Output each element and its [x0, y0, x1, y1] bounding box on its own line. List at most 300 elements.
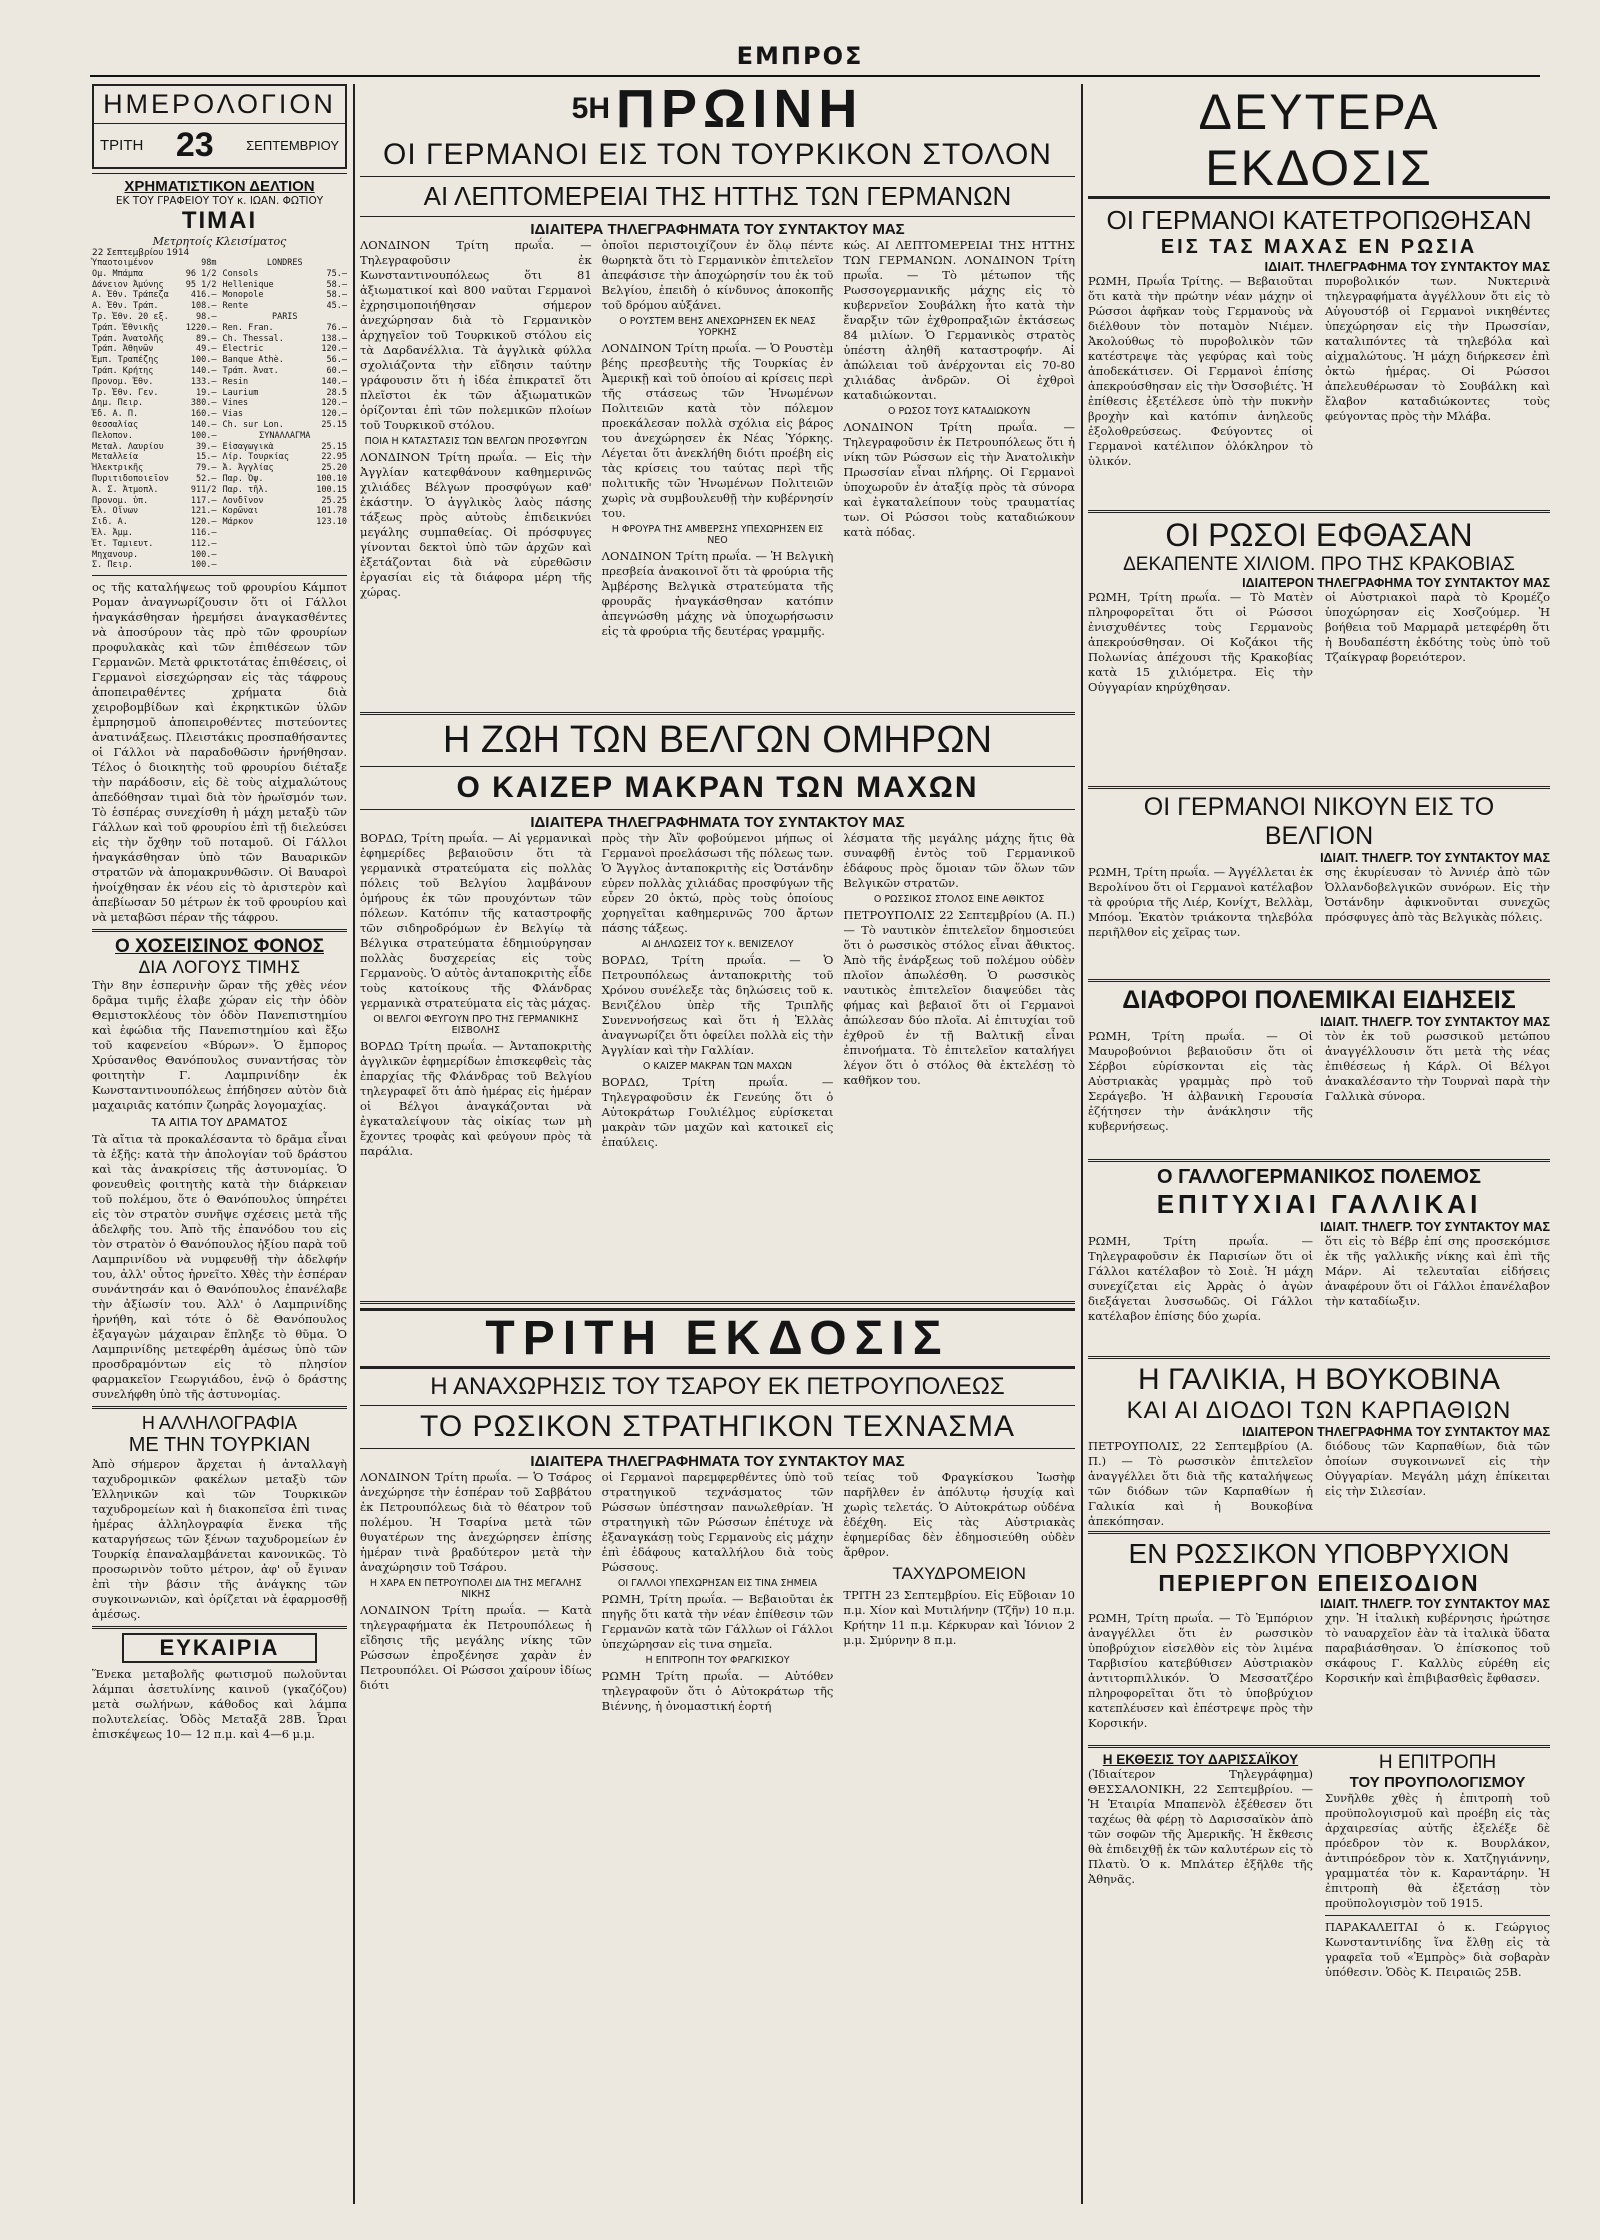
price-row [223, 474, 348, 485]
price-value: 120.— [321, 409, 347, 420]
price-value: 49.— [196, 344, 217, 355]
article-subheading: ΟΙ ΒΕΛΓΟΙ ΦΕΥΓΟΥΝ ΠΡΟ ΤΗΣ ΓΕΡΜΑΝΙΚΗΣ ΕΙΣΒΟΛΗΣ [373, 1014, 579, 1036]
headline-submarine: ΕΝ ΡΩΣΣΙΚΟΝ ΥΠΟΒΡΥΧΙΟΝ [1128, 1538, 1510, 1569]
price-row [223, 269, 348, 280]
price-name: Ἑτ. Ταμιευτ. [92, 538, 154, 549]
price-name: Μηχανουρ. [92, 549, 139, 560]
crime-section-heading: ΤΑ ΑΙΤΙΑ ΤΟΥ ΔΡΑΜΑΤΟΣ [151, 1116, 288, 1130]
price-name: Ἀ. Σ. Ἀτμοπλ. [92, 484, 159, 495]
price-name: Vias [222, 409, 243, 420]
article-text: ΒΟΡΔΩ, Τρίτη πρωΐα. — Αἱ γερμανικαὶ ἐφημερίδες βεβαιοῦσιν ὅτι τὰ γερμανικὰ στρατεύματα εἰς πολλὰς πόλεις τοῦ Βελγίου λαμβάνουν ὁμήρους ἐκ τῶν προυχόντων τῶν πόλεων. Κατόπιν τῆς καταστροφῆς τῶν σιδηροδρόμων ἐν Βελγίῳ τὰ Βέλγικα στρατεύματα ἐδημιούργησαν πολλὰς δυσχερείας εἰς τοὺς Γερμανοὺς. Ὁ αὐτὸς ἀνταποκριτὴς εἶδε τοὺς κατοίκους τῆς Φλάνδρας γερμανικὰ στρατεύματα εἰς τὰς μάχας. [360, 831, 592, 1010]
price-row [92, 496, 217, 507]
divider [92, 929, 347, 932]
article-subheading: Η ΧΑΡΑ ΕΝ ΠΕΤΡΟΥΠΟΛΕΙ ΔΙΑ ΤΗΣ ΜΕΓΑΛΗΣ ΝΙΚΗΣ [369, 1578, 582, 1600]
price-row [92, 366, 217, 377]
calendar-month: ΣΕΠΤΕΜΒΡΙΟΥ [246, 138, 339, 153]
exchange-title: ΧΡΗΜΑΤΙΣΤΙΚΟΝ ΔΕΛΤΙΟΝ [124, 178, 315, 195]
price-name: Λονδῖνον [222, 495, 264, 506]
article-block-1 [360, 238, 1075, 708]
headline-carpathians: ΚΑΙ ΑΙ ΔΙΟΔΟΙ ΤΩΝ ΚΑΡΠΑΘΙΩΝ [1126, 1397, 1512, 1424]
price-value: 98.— [196, 311, 217, 322]
price-name: Πυριτιδοποιεῖον [92, 473, 169, 484]
article-text: ΠΕΤΡΟΥΠΟΛΙΣ 22 Σεπτεμβρίου (Α. Π.) — Τὸ ναυτικὸν ἐπιτελεῖον δημοσιεύει ὅτι ὁ ρωσσικὸς στόλος εἶναι ἄθικτος. Ἀπὸ τῆς ἐνάρξεως τοῦ πολέμου οὐδὲν πλοῖον ἀπωλέσθη. Ὁ ρωσσικὸς ναυτικὸς ἐπιτελεῖον διαψεύδει τὰς φήμας καὶ βεβαιοῖ ὅτι οἱ Γερμανοὶ ἀπώλεσαν δύο πλοῖα. Αἱ ἐπιτυχίαι τοῦ ἐχθροῦ ἐν τῇ Βαλτικῇ εἶναι ἐπινοήματα. Τὸ ἐπιτελεῖον καταλήγει λέγον ὅτι ὁ στόλος θὰ ἐκτελέσῃ τὸ καθῆκον του. [843, 908, 1076, 1087]
price-row [92, 485, 217, 496]
calendar-title: ΗΜΕΡΟΛΟΓΙΟΝ [94, 86, 345, 124]
exchange-heading: ΣΥΝΑΛΛΑΓΜΑ [259, 430, 311, 441]
article-text: ΒΟΡΔΩ, Τρίτη πρωΐα. — Ὁ Πετρουπόλεως ἀνταποκριτὴς τοῦ Χρόνου συνέλεξε τὰς δηλώσεις τοῦ κ. Βενιζέλου ὑπὲρ τῆς Τριπλῆς Συνεννοήσεως καὶ ὅτι ἡ Ἑλλὰς ἀναγνωρίζει ὅτι ὀφείλει πολλὰ εἰς τὴν Ἀγγλίαν καὶ τὴν Γαλλίαν. [601, 953, 834, 1057]
article-text: ὅτι εἰς τὸ Βέβρ ἐπί σης προσεκόμισε ἐκ τῆς γαλλικῆς νίκης καὶ ἐπὶ τῆς Μάρν. Αἱ τελευταῖαι εἰδήσεις ἀναφέρουν ὅτι οἱ Γάλλοι ἐπανέλαβον τὴν καταδίωξιν. [1325, 1234, 1550, 1308]
article-subheading: Η ΦΡΟΥΡΑ ΤΗΣ ΑΜΒΕΡΣΗΣ ΥΠΕΧΩΡΗΣΕΝ ΕΙΣ ΝΕΟ [611, 524, 824, 546]
price-name: Μεταλλεία [92, 452, 139, 463]
price-value: 120.— [321, 344, 347, 355]
headline-german-defeat: ΑΙ ΛΕΠΤΟΜΕΡΕΙΑΙ ΤΗΣ ΗΤΤΗΣ ΤΩΝ ΓΕΡΜΑΝΩΝ [423, 181, 1012, 211]
divider [360, 809, 1075, 810]
article-text: ΡΩΜΗ, Τρίτη πρωΐα. — Βεβαιοῦται ἐκ πηγῆς ὅτι κατὰ τὴν νέαν ἐπίθεσιν τῶν Γερμανῶν κατὰ τῶν Γάλλων οἱ Γάλλοι ὑπεχώρησαν εἰς τινα σημεῖα. [601, 1592, 834, 1651]
price-value: 25.15 [321, 441, 347, 452]
article-text: ΛΟΝΔΙΝΟΝ Τρίτη πρωΐα. — Εἰς τὴν Ἀγγλίαν κατεφθάνουν καθημερινῶς χιλιάδες Βέλγων προσφύγων καθ' ἑκάστην. Ὁ ἀγγλικὸς λαὸς πάσης τάξεως πρὸς αὐτοὺς ἐπιδεικνύει μεγάλης συμπαθείας. Οἱ πρόσφυγες γίνονται δεκτοὶ ὑπὸ τῶν ἀρχῶν καὶ ἐξετάζονται διὰ νὰ εὑρεθῶσιν ἐργασίαι εἰς τὰ διάφορα μέρη τῆς χώρας. [360, 450, 592, 599]
price-name: Resin [222, 376, 249, 387]
price-value: 98m [201, 258, 217, 268]
price-row [223, 344, 348, 355]
divider [1088, 979, 1550, 982]
price-name: Ὑπαοτοιμένον [92, 258, 154, 268]
price-value: 96 1/2 [185, 268, 217, 279]
price-row [92, 409, 217, 420]
price-value: 101.78 [316, 506, 347, 517]
calendar-day: ΤΡΙΤΗ [100, 137, 144, 154]
prices-subtitle: Μετρητοίς Κλεισίματος [152, 235, 287, 248]
paris-heading: PARIS [271, 311, 298, 322]
price-name: Laurium [222, 387, 259, 398]
price-list-athens [92, 258, 217, 571]
price-name: Τράπ. Ἐθνικῆς [92, 322, 159, 333]
price-value: 121.— [190, 506, 217, 517]
article-text: τὸν ἐκ τοῦ ρωσσικοῦ μετώπου ἀναγγέλλουσιν ὅτι μετὰ τὴς νέας ἐπιθέσεως ἡ Κάρλ. Οἱ Βέλγοι ἀνακαλέσαντο τὴν Τουρναὶ παρὰ τὴν Γαλλικὰ σύνορα. [1325, 1029, 1550, 1103]
headline-tsar-departure: Η ΑΝΑΧΩΡΗΣΙΣ ΤΟΥ ΤΣΑΡΟΥ ΕΚ ΠΕΤΡΟΥΠΟΛΕΩΣ [430, 1373, 1005, 1400]
letters-text: Ἀπὸ σήμερον ἄρχεται ἡ ἀνταλλαγὴ ταχυδρομικῶν φακέλων μεταξὺ τῶν Ἑλληνικῶν καὶ τῶν Τουρκικῶν ταχυδρομείων καὶ ἡ διακοπεῖσα ἐπὶ τινας ἡμέρας ἀλληλογραφία ἕνεκα τῆς καταργήσεως τῶν ξένων ταχυδρομείων ἐν Τουρκίᾳ ἐπαναλαμβάνεται κανονικῶς. Τὸ προσωρινὸν τοῦτο μέτρον, ἀφ' οὗ ἔγιναν ἐπὶ τὴν βάσιν τῆς ἀνάγκης τῶν συγκοινωνιῶν, καὶ ὁρίζεται νὰ ἐφαρμοσθῇ ἀμέσως. [92, 1457, 347, 1622]
headline-curious-incident: ΠΕΡΙΕΡΓΟΝ ΕΠΕΙΣΟΔΙΟΝ [1158, 1570, 1480, 1596]
article-block-r7 [1088, 1611, 1550, 1741]
telegram-label: ΙΔΙΑΙΤΕΡΟΝ ΤΗΛΕΓΡΑΦΗΜΑ ΤΟΥ ΣΥΝΤΑΚΤΟΥ ΜΑΣ [1242, 576, 1550, 590]
price-value: 100.— [190, 560, 217, 571]
price-row [92, 280, 217, 291]
price-value: 911/2 [190, 484, 217, 495]
headline-belgium-win: ΟΙ ΓΕΡΜΑΝΟΙ ΝΙΚΟΥΝ ΕΙΣ ΤΟ ΒΕΛΓΙΟΝ [1143, 793, 1495, 850]
price-name: Monopole [222, 290, 264, 301]
price-row [223, 442, 348, 453]
price-row [92, 301, 217, 312]
price-value: 15.— [196, 452, 217, 463]
price-value: 116.— [190, 527, 217, 538]
notice-text: ΠΑΡΑΚΑΛΕΙΤΑΙ ὁ κ. Γεώργιος Κωνσταντινίδης ἵνα ἔλθῃ εἰς τὰ γραφεῖα τοῦ «Ἐμπρὸς» διὰ σοβαρὰν ὑπόθεσιν. Ὁδὸς Κ. Πειραιῶς 25Β. [1325, 1920, 1550, 1979]
price-row [223, 485, 348, 496]
article-text: οἱ Γερμανοὶ παρεμφερθέντες ὑπὸ τοῦ στρατηγικοῦ τεχνάσματος τῶν Ρώσσων ὑπέστησαν πανωλεθρίαν. Ἡ στρατηγικὴ τῶν Ρώσσων ἐπέτυχε νὰ ἐξαναγκάσῃ τοὺς Γερμανοὺς εἰς μάχην ἐπὶ ἐδάφους καταλλήλου διὰ τοὺς Ρώσσους. [601, 1470, 834, 1574]
price-value: 138.— [321, 333, 347, 344]
article-text: ΒΟΡΔΩ, Τρίτη πρωΐα. — Τηλεγραφοῦσιν ἐκ Γενεύης ὅτι ὁ Αὐτοκράτωρ Γουλιέλμος εὑρίσκεται μακρὰν τῶν μαχῶν καὶ κατοικεῖ εἰς ἐπαύλεις. [601, 1075, 834, 1149]
price-value: 52.— [196, 473, 217, 484]
article-block-r8 [1088, 1752, 1550, 1979]
price-name: Hellenique [222, 279, 274, 290]
headline-russians-arrived: ΟΙ ΡΩΣΟΙ ΕΦΘΑΣΑΝ [1165, 517, 1473, 553]
committee-headline: Η ΕΠΙΤΡΟΠΗ [1378, 1752, 1497, 1773]
telegram-label: ΙΔΙΑΙΤ. ΤΗΛΕΓΡ. ΤΟΥ ΣΥΝΤΑΚΤΟΥ ΜΑΣ [1320, 1597, 1550, 1611]
headline-belgian-hostages: Η ΖΩΗ ΤΩΝ ΒΕΛΓΩΝ ΟΜΗΡΩΝ [442, 719, 993, 761]
price-value: 123.10 [316, 517, 347, 528]
edition-banner [360, 79, 1075, 139]
article-block-r1 [1088, 274, 1550, 506]
price-row [223, 506, 348, 517]
price-name: Τράπ. Ἀθηνῶν [92, 344, 154, 355]
price-name: Παρ. Ὀψ. [222, 473, 264, 484]
price-row [223, 409, 348, 420]
divider [1088, 1531, 1550, 1534]
price-name: Electric [222, 344, 264, 355]
price-row [223, 290, 348, 301]
article-block-r3 [1088, 865, 1550, 975]
price-row [92, 388, 217, 399]
article-text: ΡΩΜΗ, Τρίτη πρωΐα. — Τὸ Ἐμπόριον ἀναγγέλλει ὅτι ἐν ρωσσικὸν ὑποβρύχιον εἰσελθὸν εἰς τὸν λιμένα Ταρβισίου κατεβύθισεν Αὐστριακὸν ἀντιτορπιλλικόν. Ὁ Μεσσατζέρο πληροφορεῖται ὅτι τὸ ὑποβρύχιον κατεπλέυσεν καὶ ἐπέστρεψε πρὸς τὴν Κορσικήν. [1088, 1611, 1313, 1730]
price-value: 25.15 [321, 419, 347, 430]
price-row [92, 474, 217, 485]
price-value: 95 1/2 [185, 279, 217, 290]
column-divider [1081, 84, 1083, 2204]
headline-galicia: Η ΓΑΛΙΚΙΑ, Η ΒΟΥΚΟΒΙΝΑ [1137, 1363, 1500, 1396]
price-value: 45.— [326, 301, 347, 312]
price-row [223, 517, 348, 528]
article-text: πρὸς τὴν Ἀἲν φοβούμενοι μήπως οἱ Γερμανοὶ προελάσωσι τῆς πόλεως των. Ὁ Ἄγγλος ἀνταποκριτὴς εἰς Ὀστάνδην εὑρεν πολλὰς χιλιάδας προσφύγων τῆς εὗρεν 20 ὀκτώ, πρὸς τοὺς ὁποίους χορηγεῖται καθημερινῶς 700 ἄρτων πάσης τάξεως. [601, 831, 834, 935]
crime-text-2: Τὰ αἴτια τὰ προκαλέσαντα τὸ δρᾶμα εἶναι τὰ ἑξῆς: κατὰ τὴν ἀπολογίαν τοῦ δράστου καὶ τὰς ἀνακρίσεις τῆς ἀστυνομίας. Ὁ φονευθεὶς φοιτητὴς κατὰ τὴν διάρκειαν τοῦ πολέμου, ὅτε ὁ Θανόπουλος ὑπηρέτει εἰς τὸν στρατὸν συνῆψε σχέσεις μετὰ τῆς ἀδελφῆς του. Ἀπὸ τῆς ἐπανόδου του εἰς τὸν στρατὸν ὁ Θανόπουλος ἠξίου παρὰ τοῦ Λαμπρινίδου νὰ νυμφευθῇ τὴν ἀδελφήν του, ἀλλ' οὗτος ἠρνεῖτο. Χθὲς τὴν ἑσπέραν συνάντησάν και ὁ Θανόπουλος ἐπανέλαβε τὴν ἀξίωσίν του. Ἀλλ' ὁ Λαμπρινίδης ἠρνήθη, καὶ τότε ὁ δὲ Θανόπουλος ἐξαγαγὼν μάχαιραν ἔπληξε τὸ θῦμα. Ὁ Λαμπρινίδης μετεφέρθη ἀμέσως ὑπὸ τῶν προσδραμόντων εἰς τὸ πλησίον φαρμακεῖον Γεωργιάδου, ἐνῷ ὁ δράστης συνελήφθη ὑπὸ τῆς ἀστυνομίας. [92, 1132, 347, 1402]
article-text: ΡΩΜΗ, Τρίτη πρωΐα. — Ἀγγέλλεται ἐκ Βερολίνου ὅτι οἱ Γερμανοὶ κατέλαβον τὰ φρούρια τῆς Λιέρ, Κονίχτ, Βελλὰμ, Μπόομ. Ἑκατὸν τριάκοντα τηλεβόλα περιῆλθον εἰς χεῖρας των. [1088, 865, 1313, 939]
telegram-label: ΙΔΙΑΙΤ. ΤΗΛΕΓΡ. ΤΟΥ ΣΥΝΤΑΚΤΟΥ ΜΑΣ [1320, 851, 1550, 865]
edition-number: 5Η [571, 92, 611, 125]
price-row [92, 463, 217, 474]
price-value: 58.— [326, 290, 347, 301]
price-row [223, 452, 348, 463]
price-row [223, 398, 348, 409]
exhibition-headline: Η ΕΚΘΕΣΙΣ ΤΟΥ ΔΑΡΙΣΣΑΪΚΟΥ [1102, 1752, 1299, 1767]
headline-franco-german-war: Ο ΓΑΛΛΟΓΕΡΜΑΝΙΚΟΣ ΠΟΛΕΜΟΣ [1157, 1166, 1481, 1188]
article-block-r5 [1088, 1234, 1550, 1352]
price-row [92, 550, 217, 561]
headline-french-successes: ΕΠΙΤΥΧΙΑΙ ΓΑΛΛΙΚΑΙ [1156, 1189, 1482, 1219]
article-subheading: Η ΕΠΙΤΡΟΠΗ ΤΟΥ ΦΡΑΓΚΙΣΚΟΥ [645, 1655, 790, 1666]
price-value: 28.5 [326, 387, 347, 398]
price-row [92, 334, 217, 345]
article-text: ΡΩΜΗ, Πρωΐα Τρίτης. — Βεβαιοῦται ὅτι κατὰ τὴν πρώτην νέαν μάχην οἱ Ρώσσοι ἀφῆκαν τοὺς Γερμανοὺς νὰ διέλθουν τὸν ποταμὸν Νιέμεν. Ἀκολούθως τὸ πυροβολικὸν τῶν κατέστρεψε τὰς γεφύρας καὶ τοὺς ἀποδεκάτισεν. Οἱ Γερμανοὶ ἐπίσης ἀπεκρούσθησαν εἰς τὴν Ὀσσοβιέτς. Ἡ ἐπίθεσις ἐξετέλεσε ὑπὸ τὴν πυκνὴν βροχὴν καὶ κατόπιν ἀνηλεοῦς ἐξολοθρεύσεως. Φεύγοντες οἱ Γερμανοὶ κατέλιπον ὁλόκληρον τὸ ὑλικόν. [1088, 274, 1313, 468]
price-value: 100.10 [316, 473, 347, 484]
telegram-label: ΙΔΙΑΙΤΕΡΑ ΤΗΛΕΓΡΑΦΗΜΑΤΑ ΤΟΥ ΣΥΝΤΑΚΤΟΥ ΜΑΣ [530, 814, 905, 831]
prices-date: 22 Σεπτεμβρίου 1914 [92, 248, 190, 258]
article-text: τείας τοῦ Φραγκίσκου Ἰωσὴφ παρῆλθεν ἐν ἀπόλυτῳ ἡσυχίᾳ καὶ χωρὶς τελετάς. Ὁ Αὐτοκράτωρ οὐδένα ἐδέχθη. Εἰς τὰς Αὐστριακὰς ἐφημερίδας δὲν ἐδημοσιεύθη οὐδὲν ἄρθρον. [843, 1470, 1076, 1559]
divider [1088, 1159, 1550, 1162]
price-row [223, 463, 348, 474]
price-value: 76.— [326, 322, 347, 333]
price-value: 120.— [321, 398, 347, 409]
ad-headline: ΕΥΚΑΙΡΙΑ [122, 1633, 317, 1663]
price-value: 100.— [190, 430, 217, 441]
price-value: 100.15 [316, 484, 347, 495]
article-text: ΒΟΡΔΩ Τρίτη πρωΐα. — Ἀνταποκριτὴς ἀγγλικῶν ἐφημερίδων ἐπισκεφθεὶς τὰς ἐπαρχίας τῆς Φλάνδρας τοῦ Βελγίου τηλεγραφεῖ ὅτι ἀπὸ ἡμέρας εἰς ἡμέραν οἱ Βέλγοι ἀναγκάζονται νὰ ἐγκαταλείψουν τὰς οἰκίας των μὴ ἔχοντες τροφὰς καὶ φεύγουν πρὸς τὰ παράλια. [360, 1039, 592, 1158]
article-text: ΡΩΜΗ, Τρίτη πρωΐα. — Τηλεγραφοῦσιν ἐκ Παρισίων ὅτι οἱ Γάλλοι κατέλαβον τὸ Σοιὲ. Ἡ μάχη συνεχίζεται εἰς Ἀρρὰς ὁ ἀγὼν διεξάγεται λυσσωδῶς. Οἱ Γάλλοι κατέλαβον ἐπίσης δύο χωρία. [1088, 1234, 1313, 1323]
price-name: Σιδ. Α. [92, 517, 128, 528]
price-row [92, 290, 217, 301]
article-text: Συνῆλθε χθὲς ἡ ἐπιτροπὴ τοῦ προϋπολογισμοῦ καὶ προέβη εἰς τὰς ἀρχαιρεσίας αὐτῆς ἐξελέξε δὲ πρόεδρον τὸν κ. Βουρλάκον, ἀντιπρόεδρον τὸν κ. Χατζηγιάννην, γραμματέα τὸν κ. Καραντάρην. Ἡ ἐπιτροπὴ θὰ ἐξετάσῃ τὸν προϋπολογισμὸν τοῦ 1915. [1325, 1791, 1550, 1910]
divider [1088, 1356, 1550, 1359]
price-row [92, 452, 217, 463]
letters-headline: Η ΑΛΛΗΛΟΓΡΑΦΙΑ [141, 1413, 298, 1434]
article-block-r2 [1088, 590, 1550, 782]
price-name: Ch. sur Lon. [222, 419, 284, 430]
third-edition-banner: ΤΡΙΤΗ ΕΚΔΟΣΙΣ [360, 1308, 1075, 1369]
article-text: ΛΟΝΔΙΝΟΝ Τρίτη πρωΐα. — Ὁ Τσάρος ἀνεχώρησε τὴν ἑσπέραν τοῦ Σαββάτου ἐκ Πετρουπόλεως διὰ τὸ θέατρον τοῦ πολέμου. Ἡ Τσαρίνα μετὰ τῶν θυγατέρων της ἀνεχώρησεν ἐπίσης ἡμέραν τινὰ βραδύτερον μετὰ τὴν ἀναχώρησιν τοῦ Τσάρου. [360, 1470, 592, 1574]
masthead-rule [90, 75, 1540, 77]
divider [360, 1405, 1075, 1406]
price-row [223, 377, 348, 388]
article-text: (Ἰδιαίτερον Τηλεγράφημα) ΘΕΣΣΑΛΟΝΙΚΗ, 22 Σεπτεμβρίου. — Ἡ Ἑταιρία Μπαπενὸλ ἐξέθεσεν ὅτι ταχέως θὰ φέρῃ τὸ Δαρισσαϊκὸν ἀπὸ τῶν σοφῶν τῆς Ἀμερικῆς. Ἡ ἔκθεσις θὰ ἐπιδειχθῇ ἐκ τῶν καλυτέρων εἰς τὸ Πλατὺ. Ὁ κ. Μπλάτερ ἐξῆλθε τῆς Ἀθηνᾶς. [1088, 1767, 1313, 1886]
price-name: Banque Athè. [222, 355, 284, 366]
committee-subheadline: ΤΟΥ ΠΡΟΥΠΟΛΟΓΙΣΜΟΥ [1349, 1774, 1526, 1791]
article-text: ΛΟΝΔΙΝΟΝ Τρίτη πρωΐα. — Τηλεγραφοῦσιν ἐκ Πετρουπόλεως ὅτι ἡ νίκη τῶν Ρώσσων εἰς τὴν Ἀνατολικὴν Πρωσσίαν εἶναι πλήρης. Οἱ Γερμανοὶ ὑποχωροῦν ἐν ἀταξίᾳ πρὸς τὰ σύνορα καὶ ἐγκαταλείπουν τοὺς τραυματίας των. Οἱ Ρώσσοι τοὺς καταδιώκουν κατὰ πόδας. [843, 420, 1076, 539]
price-row [92, 312, 217, 323]
article-text: ΛΟΝΔΙΝΟΝ Τρίτη πρωΐα. — Ὁ Ρουστὲμ βέης πρεσβευτὴς τῆς Τουρκίας ἐν Ἀμερικῇ καὶ τοῦ ὁποίου αἱ κρίσεις περὶ τῆς στάσεως τῶν Ἡνωμένων Πολιτειῶν κατὰ τὸν πόλεμον προεκάλεσαν πολλὰ σχόλια εἰς βάρος του ἀνεχώρησεν ἐκ Νέας Ὑόρκης. Λέγεται ὅτι ἀνεκλήθη διότι προέβη εἰς τὰς κρίσεις του ταύτας περὶ τῆς πολιτικῆς τῶν Ἡνωμένων Πολιτειῶν χωρὶς νὰ συμβουλευθῇ τὴν κυβέρνησίν του. [601, 341, 834, 520]
price-row [223, 334, 348, 345]
crime-subheadline: ΔΙΑ ΛΟΓΟΥΣ ΤΙΜΗΣ [138, 958, 301, 979]
price-list-foreign [223, 258, 348, 571]
price-value: 100.— [190, 355, 217, 366]
telegram-label: ΙΔΙΑΙΤ. ΤΗΛΕΓΡΑΦΗΜΑ ΤΟΥ ΣΥΝΤΑΚΤΟΥ ΜΑΣ [1264, 259, 1550, 274]
article-subheading: ΠΟΙΑ Η ΚΑΤΑΣΤΑΣΙΣ ΤΩΝ ΒΕΛΓΩΝ ΠΡΟΣΦΥΓΩΝ [364, 436, 588, 447]
price-value: 140.— [190, 419, 217, 430]
price-name: Ἠλεκτρικῆς [92, 463, 144, 474]
price-row [223, 280, 348, 291]
price-row [92, 528, 217, 539]
telegram-label: ΙΔΙΑΙΤ. ΤΗΛΕΓΡ. ΤΟΥ ΣΥΝΤΑΚΤΟΥ ΜΑΣ [1320, 1220, 1550, 1234]
price-name: Κορῶναι [222, 506, 259, 517]
price-value: 22.95 [321, 452, 347, 463]
price-row [223, 366, 348, 377]
price-row [92, 442, 217, 453]
price-name: Ἀ. Ἀγγλίας [222, 463, 274, 474]
article-subheading: Ο ΚΑΙΖΕΡ ΜΑΚΡΑΝ ΤΩΝ ΜΑΧΩΝ [642, 1061, 793, 1072]
article-text: ΡΩΜΗ, Τρίτη πρωΐα. — Οἱ Μαυροβούνιοι βεβαιοῦσιν ὅτι οἱ Σέρβοι εὑρίσκονται εἰς τὰς Αὐστριακὰς γραμμὰς πρὸ τοῦ Σεράγεβο. Ἡ ἀλβανικὴ Γερουσία ἐζήτησεν τὴν ἀνάκλησιν τῆς κυβερνήσεως. [1088, 1029, 1313, 1133]
price-value: 380.— [190, 398, 217, 409]
price-name: Ἐμπ. Τραπέζης [92, 355, 159, 366]
price-name: Μεταλ. Λαυρίου [92, 441, 164, 452]
price-name: Σ. Πειρ. [92, 560, 133, 571]
price-value: 60.— [326, 365, 347, 376]
price-row [223, 301, 348, 312]
price-name: Ἐλ. Ἀμμ. [92, 527, 133, 538]
price-name: Α. Ἐθν. Τράπεζα [92, 290, 169, 301]
article-block-r6 [1088, 1439, 1550, 1527]
headline-russia-battles: ΕΙΣ ΤΑΣ ΜΑΧΑΣ ΕΝ ΡΩΣΙΑ [1160, 236, 1478, 258]
price-value: 25.25 [321, 495, 347, 506]
article-text: πυροβολικόν των. Νυκτερινὰ τηλεγραφήματα ἀγγέλλουν ὅτι εἰς τὸ Αὐγουστόβ οἱ Γερμανοὶ νικηθέντες ὑπεχώρησαν εἰς τὴν Πρωσσίαν, καταλιπόντες τὰ τηλεβόλα καὶ αἰχμαλώτους. Ἡ μάχη διήρκεσεν ἐπὶ ὀκτὼ ἡμέρας. Οἱ Ρώσσοι ἀπελευθέρωσαν τὸ Σουβάλκη καὶ ἔλαβον καταδιώκοντες τοὺς φεύγοντας πρὸς τὴν Μλάβα. [1325, 274, 1550, 423]
calendar-date-row [94, 124, 345, 167]
price-value: 112.— [190, 538, 217, 549]
price-name: Θεσσαλίας [92, 419, 139, 430]
article-block-2 [360, 831, 1075, 1297]
article-text: ὁποῖοι περιστοιχίζουν ἐν ὅλῳ πέντε θωρηκτὰ ὅτι τὸ Γερμανικὸν ἐπιτελεῖον ἀπεφάσισε τὴν ἀποχώρησίν του ἐκ τοῦ Βελγίου, ἐπειδὴ ὁ κίνδυνος ἀποκοπῆς τοῦ δρόμου αὐξάνει. [601, 238, 834, 312]
price-value: 140.— [321, 376, 347, 387]
price-row [92, 517, 217, 528]
divider [360, 216, 1075, 217]
headline-war-news: ΔΙΑΦΟΡΟΙ ΠΟΛΕΜΙΚΑΙ ΕΙΔΗΣΕΙΣ [1122, 986, 1516, 1014]
article-text: ΡΩΜΗ Τρίτη πρωΐα. — Αὐτόθεν τηλεγραφοῦν ὅτι ὁ Αὐτοκράτωρ τῆς Βιέννης, ἡ ὀνομαστική ἑορτή [601, 1669, 834, 1713]
price-row [223, 420, 348, 431]
price-row [92, 269, 217, 280]
article-text: ΡΩΜΗ, Τρίτη πρωΐα. — Τὸ Ματὲν πληροφορεῖται ὅτι οἱ Ρώσσοι ἐνισχυθέντες τοὺς Γερμανοὺς ἀπεκρούσθησαν. Οἱ Κοζάκοι τῆς Πολωνίας ἀπέχουσι τῆς Κρακοβίας κατὰ 15 χιλιόμετρα. Εἰς τὴν Οὐγγαρίαν κηρύχθησαν. [1088, 590, 1313, 694]
price-row [92, 355, 217, 366]
price-name: Α. Ἐθν. Τράπ. [92, 301, 159, 312]
price-row [92, 398, 217, 409]
price-row [92, 323, 217, 334]
price-name: Προνομ. ὑπ. [92, 495, 149, 506]
exchange-subtitle: ΕΚ ΤΟΥ ΓΡΑΦΕΙΟΥ ΤΟΥ κ. ΙΩΑΝ. ΦΩΤΙΟΥ [115, 195, 324, 207]
price-value: 58.— [326, 279, 347, 290]
price-value: 56.— [326, 355, 347, 366]
article-text: οἱ Αὐστριακοὶ παρὰ τὸ Κρομέζο ὑποχώρησαν εἰς Χοσζούμερ. Ἡ βοήθεια τοῦ Μαρμαρᾶ μετεφέρθη ὅτι ἡ Βουδαπέστη ἐκδότης τοὺς ὑπὸ τοῦ Τζαίκγραφ βορειότερον. [1325, 590, 1550, 664]
price-name: Τράπ. Ἀνατολῆς [92, 333, 164, 344]
headline-krakow: ΔΕΚΑΠΕΝΤΕ ΧΙΛΙΟΜ. ΠΡΟ ΤΗΣ ΚΡΑΚΟΒΙΑΣ [1123, 554, 1515, 575]
price-name: Μάρκον [222, 517, 254, 528]
price-name: Consols [222, 268, 259, 279]
letters-subheadline: ΜΕ ΤΗΝ ΤΟΥΡΚΙΑΝ [128, 1434, 311, 1457]
divider [92, 1406, 347, 1409]
headline-germans-routed: ΟΙ ΓΕΡΜΑΝΟΙ ΚΑΤΕΤΡΟΠΩΘΗΣΑΝ [1106, 205, 1532, 235]
divider [92, 173, 347, 174]
divider [360, 176, 1075, 177]
price-row [92, 560, 217, 571]
price-name: Δημ. Πειρ. [92, 398, 144, 409]
price-value: 100.— [190, 549, 217, 560]
price-name: Vines [222, 398, 249, 409]
price-row [92, 377, 217, 388]
headline-kaiser: Ο ΚΑΙΖΕΡ ΜΑΚΡΑΝ ΤΩΝ ΜΑΧΩΝ [456, 771, 979, 804]
calendar-date: 23 [175, 126, 214, 164]
crime-text: Τὴν 8ην ἑσπερινὴν ὥραν τῆς χθὲς νέον δρᾶμα τιμῆς ἐλαβε χώραν εἰς τὴν ὁδὸν Θεμιστοκλέους τὸν ὁδὸν Πανεπιστημίου καὶ ἐφώδια τῆς Πανεπιστημίου καὶ ἔξω τοῦ καφενείου «Βύρων». Ὁ ἔμπορος Χρύσανθος Θανόπουλος συναντήσας τὸν φοιτητὴν Γ. Λαμπρινίδην ἐκ Κωνσταντινουπόλεως ἐπήδησεν αὐτὸν διὰ μαχαιριᾶς κατόπιν ζωηρᾶς λογομαχίας. [92, 978, 347, 1113]
crime-headline: Ο ΧΟΣΕΙΣΙΝΟΣ ΦΟΝΟΣ [115, 936, 324, 958]
price-name: Ch. Thessal. [222, 333, 284, 344]
price-name: Τράπ. Ἀνατ. [222, 365, 279, 376]
price-value: 140.— [190, 365, 217, 376]
article-text: λέσματα τῆς μεγάλης μάχης ἥτις θὰ συναφθῇ ἐντὸς τοῦ Γερμανικοῦ ἐδάφους πρὸς ὅμοιαν τῶν ὅλων τῶν Βελγικῶν στρατῶν. [843, 831, 1076, 890]
article-subheading: Ο ΡΟΥΣΤΕΜ ΒΕΗΣ ΑΝΕΧΩΡΗΣΕΝ ΕΚ ΝΕΑΣ ΥΟΡΚΗΣ [619, 316, 816, 338]
price-value: 1220.— [185, 322, 217, 333]
article-text: ΠΕΤΡΟΥΠΟΛΙΣ, 22 Σεπτεμβρίου (Α. Π.) — Τὸ ρωσσικὸν ἐπιτελεῖον ἀναγγέλλει ὅτι διὰ τῆς καταλήψεως τῶν διόδων τῶν Καρπαθίων ἡ Γαλικία καὶ ἡ Βουκοβίνα ἀπεκόπησαν. [1088, 1439, 1313, 1528]
article-subheading: ΑΙ ΔΗΛΩΣΕΙΣ ΤΟΥ κ. ΒΕΝΙΖΕΛΟΥ [641, 939, 794, 950]
divider [1088, 1745, 1550, 1748]
article-text: ΛΟΝΔΙΝΟΝ Τρίτη πρωΐα. — Κατὰ τηλεγραφήματα ἐκ Πετρουπόλεως ἡ εἴδησις τῆς μεγάλης νίκης τῶν Ρώσσων ἐπροξένησε χαρὰν ἐν Πετρουπόλει. Οἱ Ρώσσοι χαίρουν ἰδίως διότι [360, 1603, 592, 1692]
price-name: Πελοπον. [92, 430, 133, 441]
price-value: 75.— [326, 268, 347, 279]
article-text: ΤΡΙΤΗ 23 Σεπτεμβρίου. Εἰς Εὔβοιαν 10 π.μ. Χίον καὶ Μυτιλήνην (Τζῆν) 10 π.μ. Κρήτην 11 π.μ. Κέρκυραν καὶ Ἰόνιον 2 μ.μ. Σμύρνην 8 π.μ. [843, 1588, 1076, 1647]
price-row [92, 258, 217, 269]
divider [360, 766, 1075, 767]
price-name: Τρ. Ἐθν. Γεν. [92, 387, 159, 398]
price-name: Προνομ. Ἐθν. [92, 376, 154, 387]
telegram-label: ΙΔΙΑΙΤΕΡΟΝ ΤΗΛΕΓΡΑΦΗΜΑ ΤΟΥ ΣΥΝΤΑΚΤΟΥ ΜΑΣ [1242, 1425, 1550, 1439]
price-value: 79.— [196, 463, 217, 474]
price-name: Ἐλ. Οἴνων [92, 506, 139, 517]
divider [360, 712, 1075, 715]
price-name: Ren. Fran. [222, 322, 274, 333]
price-row [92, 431, 217, 442]
price-name: Rente [222, 301, 249, 312]
telegram-label: ΙΔΙΑΙΤΕΡΑ ΤΗΛΕΓΡΑΦΗΜΑΤΑ ΤΟΥ ΣΥΝΤΑΚΤΟΥ ΜΑΣ [530, 1453, 905, 1470]
calendar-box [92, 84, 347, 169]
price-name: Τρ. Ἐθν. 20 εξ. [92, 311, 169, 322]
left-column [92, 84, 347, 2204]
divider [1325, 1915, 1550, 1916]
headline-russian-strategy: ΤΟ ΡΩΣΙΚΟΝ ΣΤΡΑΤΗΓΙΚΟΝ ΤΕΧΝΑΣΜΑ [420, 1410, 1015, 1443]
prices-title: ΤΙΜΑΙ [181, 207, 258, 234]
edition-title: ΠΡΩΙΝΗ [616, 79, 864, 139]
price-value: 120.— [190, 517, 217, 528]
price-value: 19.— [196, 387, 217, 398]
price-row [223, 355, 348, 366]
price-name: Δάνειον Ἀμύνης [92, 279, 164, 290]
price-value: 117.— [190, 495, 217, 506]
article-block-r4 [1088, 1029, 1550, 1155]
price-name: Λίρ. Τουρκίας [222, 452, 290, 463]
price-value: 160.— [190, 409, 217, 420]
divider [1088, 510, 1550, 513]
article-text: χην. Ἡ ἰταλικὴ κυβέρνησις ἠρώτησε τὸ ναυαρχεῖον ἐὰν τὰ ἰταλικὰ ὕδατα παραβιάσθησαν. Ὁ ἐπίσκοπος τοῦ σκάφους Γ. Καλλὺς εὑρέθη εἰς Κορσικήν καὶ ἐπιβιβασθεὶς ἔφθασεν. [1325, 1611, 1550, 1685]
article-subheading: ΟΙ ΓΑΛΛΟΙ ΥΠΕΧΩΡΗΣΑΝ ΕΙΣ ΤΙΝΑ ΣΗΜΕΙΑ [617, 1578, 818, 1589]
price-row [223, 496, 348, 507]
price-value: 89.— [196, 333, 217, 344]
column-divider [353, 84, 355, 2204]
price-value: 25.20 [321, 463, 347, 474]
headline-turkish-fleet: ΟΙ ΓΕΡΜΑΝΟΙ ΕΙΣ ΤΟΝ ΤΟΥΡΚΙΚΟΝ ΣΤΟΛΟΝ [383, 138, 1052, 171]
price-row [223, 323, 348, 334]
article-text: ΛΟΝΔΙΝΟΝ Τρίτη πρωΐα. — Ἡ Βελγικὴ πρεσβεία ἀνακοινοῖ ὅτι τὰ φρούρια τῆς Ἀμβέρσης Βελγικὰ στρατεύματα τῆς φρουρᾶς ἠναγκάσθησαν κατόπιν ἀπεγνώσθη μάχης νὰ ὑποχωρήσωσιν εἰς τὰ φρούρια τῆς δευτέρας γραμμῆς. [601, 549, 834, 638]
article-text: ΛΟΝΔΙΝΟΝ Τρίτη πρωΐα. — Τηλεγραφοῦσιν ἐκ Κωνσταντινουπόλεως ὅτι 81 ἀξιωματικοί καὶ 800 ναῦται Γερμανοὶ ἐχρησιμοποιήθησαν σήμερον ἀνεχώρησαν διὰ τὸ Γερμανικὸν ἀρχηγεῖον τοῦ Τουρκικοῦ στόλου εἰς τὰ Δαρδανέλλια. Τὰ ἀγγλικὰ φύλλα σχολιάζοντα τὴν εἴδησιν ταύτην γράφουσιν ὅτι ἡ ἰδέα ἐπικρατεῖ ὅτι πλεῖστοι ἐκ τῶν ἀξιωματικῶν ὁρίζονται ἐπὶ τῶν πολεμικῶν πλοίων τοῦ Τουρκικοῦ στόλου. [360, 238, 592, 432]
article-block-3 [360, 1470, 1075, 1880]
right-column [1088, 84, 1550, 2204]
price-row [92, 539, 217, 550]
telegram-label: ΙΔΙΑΙΤΕΡΑ ΤΗΛΕΓΡΑΦΗΜΑΤΑ ΤΟΥ ΣΥΝΤΑΚΤΟΥ ΜΑΣ [530, 221, 905, 238]
price-row [223, 388, 348, 399]
price-name: Εἰσαγωγικὰ [222, 441, 274, 452]
divider [1088, 786, 1550, 789]
price-row [92, 506, 217, 517]
post-office-heading: ΤΑΧΥΔΡΟΜΕΙΟΝ [892, 1564, 1026, 1583]
masthead-title: ΕΜΠΡΟΣ [736, 42, 864, 70]
price-row [92, 420, 217, 431]
article-fort-text: ος τῆς καταλήψεως τοῦ φρουρίου Κάμποτ Ρομαν ἀναγνωρίζουσιν ὅτι οἱ Γάλλοι ἠναγκάσθησαν ἠρεμήσει ἀναγκασθέντες νὰ ἀποσύρουν τὰς πρὸ τῶν φρουρίων προφυλακὰς καὶ τῶν ἐπιθέσεων τῶν Γερμανῶν. Μετὰ φρικτοτάτας ἐπιθέσεις, οἱ Γερμανοὶ εἰσεχώρησαν εἰς τὰς τάφρους ἀποπειραθέντες χρήματα διὰ χειροβομβίδων καὶ ἐκρηκτικῶν ὑλῶν ἐμπρησμοῦ ἀποπειροθέντες πιστεύοντες ἀνατινάξεως. Πλειστάκις προσπαθήσαντες οἱ Γάλλοι νὰ παραδοθῶσιν ἠρνήθησαν. Τέλος ὁ διοικητὴς τοῦ φρουρίου διέταξε τὴν παράδοσιν, εἰς δὲ τοὺς αἰχμαλώτους ἀπεδόθησαν τιμαὶ διὰ τὸν ἡρωϊσμόν των. Τὸ ἑσπέρας συνεχίσθη ἡ μάχη μεταξὺ τῶν Γάλλων καὶ τοῦ φρουρίου ἐπὶ τῇ διελεύσει εἰς τὴν ὄχθην τοῦ ποταμοῦ. Οἱ Γάλλοι ἠναγκάσθησαν ὑπὸ τῶν Βαυαρικῶν στρατῶν νὰ ἀπομακρυνθῶσιν. Οἱ Βαυαροὶ ἠνοίχθησαν ἐκ νέου εἰς τὸ ἀριστερὸν καὶ ἀπεβίωσαν 50 μέτρων ἐκ τοῦ φρουρίου καὶ νὰ μεταβῶσι πέραν τῆς τάφρου. [92, 580, 347, 925]
price-name: Ἐδ. Α. Π. [92, 409, 139, 420]
divider [360, 1301, 1075, 1304]
london-heading: LONDRES [266, 258, 303, 268]
divider [92, 575, 347, 576]
price-name: Ομ. Μπάμπα [92, 268, 144, 279]
ad-text: Ἕνεκα μεταβολῆς φωτισμοῦ πωλοῦνται λάμπαι ἀσετυλίνης καινοῦ (γκαζόζου) μετὰ σωλήνων, κάθοδος καὶ λάμπα πολυτελείας. Ὁδὸς Μεταξᾶ 28Β. Ὧραι ἐπισκέψεως 10— 12 π.μ. καὶ 4—6 μ.μ. [92, 1667, 347, 1742]
article-text: κώς. ΑΙ ΛΕΠΤΟΜΕΡΕΙΑΙ ΤΗΣ ΗΤΤΗΣ ΤΩΝ ΓΕΡΜΑΝΩΝ. ΛΟΝΔΙΝΟΝ Τρίτη πρωΐα. — Τὸ μέτωπον τῆς Ρωσσογερμανικῆς μάχης εἰς τὸ κυβερνεῖον Σουβάλκη ἦτο κατὰ τὴν ἔναρξιν τῶν ἐχθροπραξιῶν ἐκτάσεως 84 μιλίων. Ὁ Γερμανικὸς στρατὸς ὑπέστη ἀληθῆ καταστροφήν. Αἱ ἀπώλειαι τοῦ ἀνέρχονται εἰς 70-80 χιλιάδας ἀνδρῶν. Οἱ ἐχθροὶ καταδιώκονται. [843, 238, 1076, 402]
article-text: σης ἐκυρίευσαν τὸ Ἀννιέρ ἀπὸ τῶν Ὀλλανδοβελγικῶν συνόρων. Εἰς τὴν Ὀστάνδην ἀφικνοῦνται συνεχῶς πρόσφυγες ἀπὸ τὰς Βελγικὰς πόλεις. [1325, 865, 1550, 924]
center-column [360, 79, 1076, 2204]
price-value: 133.— [190, 376, 217, 387]
divider [360, 1448, 1075, 1449]
article-subheading: Ο ΡΩΣΟΣ ΤΟΥΣ ΚΑΤΑΔΙΩΚΟΥΝ [888, 406, 1031, 417]
price-name: Παρ. τῆλ. [222, 484, 269, 495]
divider [92, 1626, 347, 1629]
price-value: 416.— [190, 290, 217, 301]
telegram-label: ΙΔΙΑΙΤ. ΤΗΛΕΓΡ. ΤΟΥ ΣΥΝΤΑΚΤΟΥ ΜΑΣ [1320, 1015, 1550, 1029]
price-name: Τράπ. Κρήτης [92, 365, 154, 376]
price-table [92, 258, 347, 571]
